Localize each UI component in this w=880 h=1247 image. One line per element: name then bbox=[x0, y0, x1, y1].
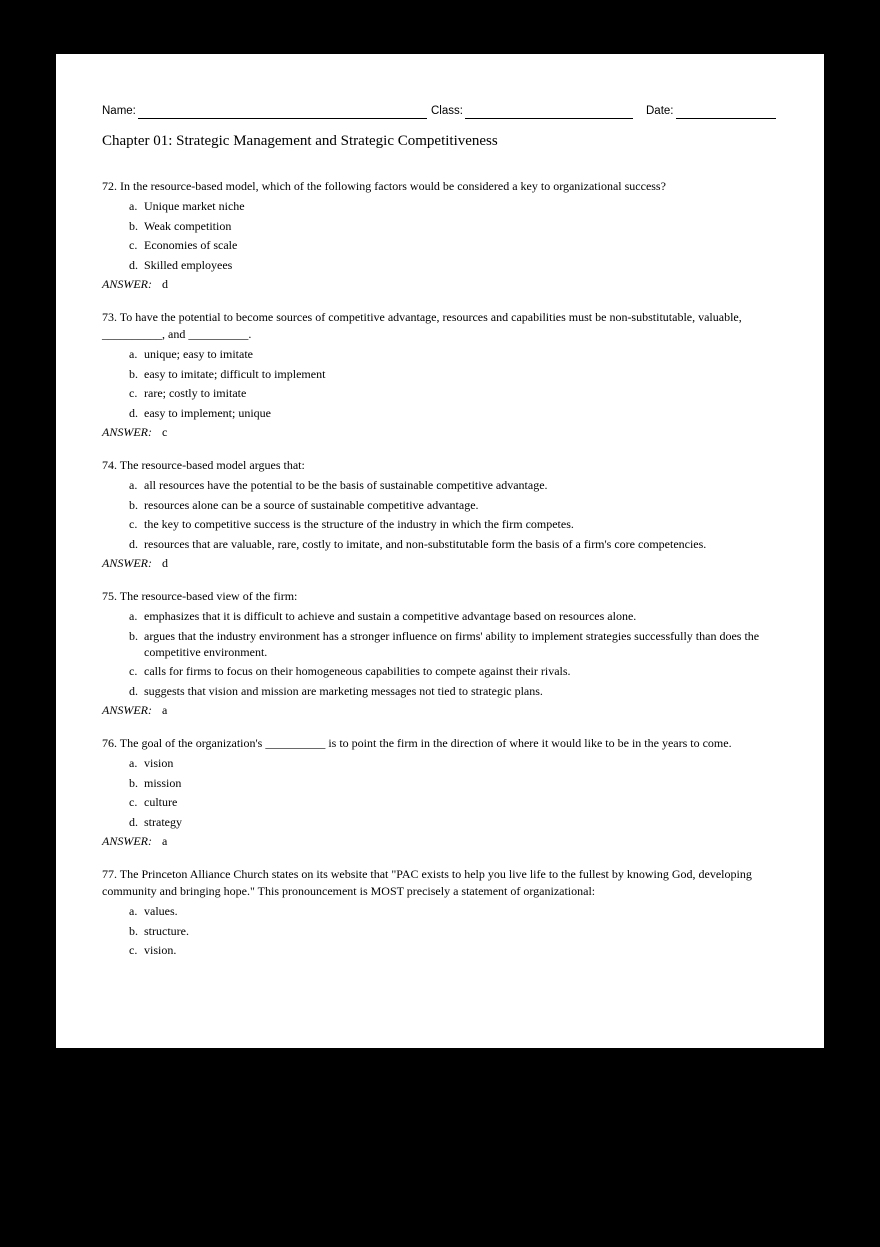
date-field bbox=[646, 104, 776, 119]
option-text: strategy bbox=[144, 814, 182, 829]
option-label: b. bbox=[129, 775, 138, 790]
question-block bbox=[102, 178, 776, 293]
answer-line bbox=[102, 276, 776, 293]
option-text: all resources have the potential to be the basis of sustainable competitive advantage. bbox=[144, 478, 548, 492]
answer-option bbox=[102, 516, 776, 532]
option-label: a. bbox=[129, 478, 138, 492]
question-block bbox=[102, 457, 776, 572]
option-text: suggests that vision and mission are marketing messages not tied to strategic plans. bbox=[144, 683, 543, 698]
answer-option bbox=[102, 536, 776, 552]
answer-option bbox=[102, 366, 776, 382]
option-text: easy to implement; unique bbox=[144, 405, 271, 420]
answer-letter: a bbox=[162, 834, 168, 848]
option-text: Unique market niche bbox=[144, 199, 245, 213]
question-stem: 77. The Princeton Alliance Church states on its website that "PAC exists to help you live life to the fullest by knowing God, developing community and bringing hope." This pronouncement is MOST precisely a statement of organizational: bbox=[102, 867, 752, 898]
name-blank-line bbox=[138, 104, 427, 119]
answer-option bbox=[102, 257, 776, 273]
option-text: vision bbox=[144, 756, 174, 770]
option-label: d. bbox=[129, 536, 138, 551]
question-block bbox=[102, 735, 776, 850]
option-label: d. bbox=[129, 814, 138, 829]
option-label: a. bbox=[129, 199, 138, 213]
option-label: c. bbox=[129, 664, 138, 678]
option-label: c. bbox=[129, 386, 138, 400]
answer-letter: d bbox=[162, 556, 168, 570]
question-block bbox=[102, 309, 776, 441]
question-block bbox=[102, 866, 776, 958]
answer-option bbox=[102, 628, 776, 660]
answer-option bbox=[102, 755, 776, 771]
option-text: Economies of scale bbox=[144, 238, 238, 252]
option-text: argues that the industry environment has a stronger influence on firms' ability to implement strategies successfully than does the competitive environment. bbox=[144, 628, 760, 659]
date-label: Date: bbox=[646, 105, 674, 117]
option-text: emphasizes that it is difficult to achieve and sustain a competitive advantage based on resources alone. bbox=[144, 609, 637, 623]
option-text: resources alone can be a source of sustainable competitive advantage. bbox=[144, 497, 479, 512]
option-label: a. bbox=[129, 904, 138, 918]
answer-option bbox=[102, 794, 776, 810]
option-text: Skilled employees bbox=[144, 257, 233, 272]
answer-option bbox=[102, 683, 776, 699]
answer-letter: d bbox=[162, 277, 168, 291]
option-text: the key to competitive success is the structure of the industry in which the firm competes. bbox=[144, 517, 574, 531]
question-stem: 73. To have the potential to become sources of competitive advantage, resources and capabilities must be non-substitutable, valuable, __________, and __________. bbox=[102, 310, 742, 341]
option-text: structure. bbox=[144, 923, 189, 938]
option-label: c. bbox=[129, 795, 138, 809]
answer-line bbox=[102, 424, 776, 441]
option-label: c. bbox=[129, 238, 138, 252]
option-label: c. bbox=[129, 943, 138, 957]
class-blank-line bbox=[465, 104, 633, 119]
answer-option bbox=[102, 346, 776, 362]
option-text: mission bbox=[144, 775, 182, 790]
answer-label: ANSWER: bbox=[102, 277, 152, 291]
name-field bbox=[102, 104, 427, 119]
option-label: b. bbox=[129, 218, 138, 233]
answer-option bbox=[102, 775, 776, 791]
answer-option bbox=[102, 385, 776, 401]
option-label: b. bbox=[129, 366, 138, 381]
answer-option bbox=[102, 923, 776, 939]
option-label: d. bbox=[129, 405, 138, 420]
answer-option bbox=[102, 942, 776, 958]
option-label: b. bbox=[129, 497, 138, 512]
question-stem: 74. The resource-based model argues that: bbox=[102, 458, 305, 472]
option-text: unique; easy to imitate bbox=[144, 347, 253, 361]
answer-line bbox=[102, 702, 776, 719]
option-text: rare; costly to imitate bbox=[144, 386, 247, 400]
option-label: a. bbox=[129, 609, 138, 623]
option-text: resources that are valuable, rare, costly to imitate, and non-substitutable form the basis of a firm's core competencies. bbox=[144, 536, 707, 551]
question-block bbox=[102, 588, 776, 719]
option-label: b. bbox=[129, 628, 138, 643]
question-stem: 76. The goal of the organization's __________ is to point the firm in the direction of where it would like to be in the years to come. bbox=[102, 736, 732, 750]
answer-label: ANSWER: bbox=[102, 556, 152, 570]
option-text: calls for firms to focus on their homogeneous capabilities to compete against their rivals. bbox=[144, 664, 571, 678]
option-label: a. bbox=[129, 756, 138, 770]
option-label: c. bbox=[129, 517, 138, 531]
question-stem: 75. The resource-based view of the firm: bbox=[102, 589, 298, 603]
answer-option bbox=[102, 405, 776, 421]
answer-label: ANSWER: bbox=[102, 703, 152, 717]
answer-option bbox=[102, 198, 776, 214]
answer-line bbox=[102, 555, 776, 572]
answer-option bbox=[102, 663, 776, 679]
option-text: vision. bbox=[144, 943, 177, 957]
answer-option bbox=[102, 218, 776, 234]
answer-option bbox=[102, 903, 776, 919]
option-label: d. bbox=[129, 257, 138, 272]
option-text: easy to imitate; difficult to implement bbox=[144, 366, 326, 381]
question-list bbox=[102, 178, 776, 958]
document-page bbox=[56, 54, 824, 1048]
answer-letter: c bbox=[162, 425, 168, 439]
option-label: b. bbox=[129, 923, 138, 938]
class-field bbox=[431, 104, 633, 119]
answer-option bbox=[102, 477, 776, 493]
option-text: Weak competition bbox=[144, 218, 232, 233]
option-label: d. bbox=[129, 683, 138, 698]
option-text: culture bbox=[144, 795, 178, 809]
answer-option bbox=[102, 237, 776, 253]
class-label: Class: bbox=[431, 105, 463, 117]
answer-line bbox=[102, 833, 776, 850]
answer-option bbox=[102, 608, 776, 624]
answer-letter: a bbox=[162, 703, 168, 717]
answer-label: ANSWER: bbox=[102, 834, 152, 848]
page-title: Chapter 01: Strategic Management and Strategic Competitiveness bbox=[102, 133, 498, 149]
answer-option bbox=[102, 814, 776, 830]
option-label: a. bbox=[129, 347, 138, 361]
answer-option bbox=[102, 497, 776, 513]
option-text: values. bbox=[144, 904, 178, 918]
question-stem: 72. In the resource-based model, which of the following factors would be considered a key to organizational success? bbox=[102, 179, 666, 193]
date-blank-line bbox=[676, 104, 777, 119]
name-label: Name: bbox=[102, 105, 136, 117]
header-row bbox=[102, 104, 776, 119]
answer-label: ANSWER: bbox=[102, 425, 152, 439]
